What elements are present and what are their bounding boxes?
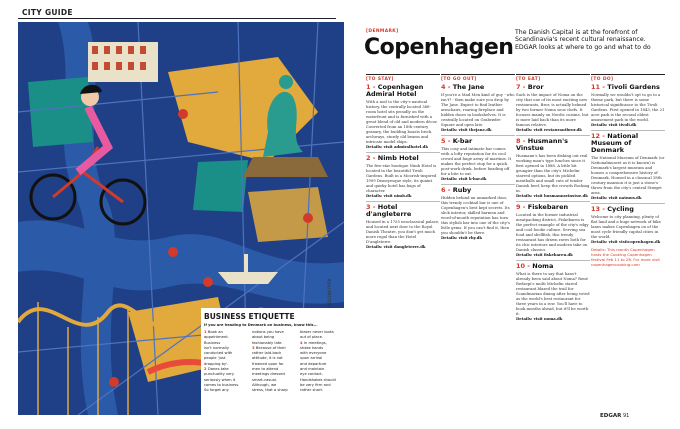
listing-divider <box>591 130 665 131</box>
listing-name: Bror <box>527 83 544 91</box>
listing-title <box>441 84 515 91</box>
listing-name: Noma <box>532 262 554 270</box>
listing-body: Welcome to city planning, plenty of flat land and a huge network of bike lanes makes Copenhagen on of the most cycle friendly capital cities in the world. <box>591 214 661 239</box>
column-to-do <box>591 74 665 267</box>
etiquette-line: 1 Book an <box>204 330 223 334</box>
listing-details: Details: visit visitcopenhagen.dk <box>591 239 661 244</box>
listing-entry <box>516 260 590 321</box>
etiquette-line: conducted with <box>204 351 233 356</box>
listing-body: Such is the impact of Noma on the city that one of its most exciting new restaurants, Bror, is actually helmed by two former Noma sous chefs. It focuses mainly on Nordic cuisine, but is more laid back than its more famous relative. <box>516 92 589 127</box>
etiquette-line: appointment. <box>204 335 229 340</box>
listing-entry <box>591 84 665 127</box>
etiquette-line: with everyone <box>300 351 327 356</box>
listing-name: The Jane <box>452 83 485 91</box>
etiquette-line: be very firm and <box>300 382 331 387</box>
listing-divider <box>366 152 440 153</box>
listing-body: Hidden behind an unmarked door, this trendy cocktail bar is one of Copenhagen's best kept secrets. Its slick interior, skilled barmen and word-of-mouth reputation has turn this stylish bar into one of the city's little gems. If you can't find it, then you shouldn't be there. <box>441 195 510 235</box>
listing-entry <box>516 84 590 132</box>
etiquette-column-2 <box>252 330 296 394</box>
column-rule <box>591 74 665 75</box>
listing-number: 12 - <box>591 132 608 140</box>
etiquette-line: fashionably late. <box>252 340 283 345</box>
listing-details: Details: visit nimb.dk <box>366 193 412 198</box>
article-standfirst: The Danish Capital is at the forefront of Scandinavia's recent cultural renaissance. EDGAR looks at where to go and what to do <box>515 29 651 51</box>
etiquette-line: isn't normally <box>204 345 230 350</box>
listing-number: 6 - <box>441 186 453 194</box>
listing-divider <box>441 135 515 136</box>
listing-title <box>591 84 665 91</box>
footer-brand: EDGAR <box>600 413 622 419</box>
listing-title <box>366 204 440 218</box>
listing-details: Details: visit k-bar.dk <box>441 176 487 181</box>
listing-title <box>366 155 440 162</box>
column-rule <box>366 74 440 75</box>
listing-name: Cycling <box>607 205 634 213</box>
etiquette-line: meetings dressed <box>252 372 285 377</box>
etiquette-line: Handshakes should <box>300 377 336 382</box>
listing-entry <box>516 135 590 198</box>
etiquette-line: shake hands <box>300 345 324 350</box>
etiquette-line: notions you have <box>252 330 284 334</box>
listing-name: Fiskebaren <box>527 203 569 211</box>
column-label: [TO EAT] <box>516 77 541 82</box>
listing-details: Details: visit thejane.dk <box>441 127 492 132</box>
listing-title <box>441 187 515 194</box>
etiquette-line: and maintain <box>300 367 325 372</box>
listing-title <box>441 138 515 145</box>
listing-number: 3 - <box>366 203 378 211</box>
etiquette-line: comes to business. <box>204 382 240 387</box>
etiquette-column-1 <box>204 330 248 394</box>
etiquette-line: So forget any <box>204 388 229 393</box>
listing-number: 1 - <box>366 83 378 91</box>
listing-body: Husmann's has been dishing out real working man's type lunches since it first opened in 1888. A little bit grungier than the city's Michelin-starred options, but its pickled meatballs and small cuts of tender Danish beef, keep the crowds flocking in. <box>516 153 590 193</box>
etiquette-line: eye contact. <box>300 372 323 377</box>
listing-title <box>591 133 665 154</box>
listing-entry <box>441 135 515 181</box>
etiquette-line: and departure <box>300 361 327 366</box>
listing-number: 9 - <box>516 203 528 211</box>
business-etiquette-box <box>201 308 349 420</box>
etiquette-line: blazer never looks <box>300 330 334 334</box>
listing-divider <box>441 184 515 185</box>
listing-divider <box>366 201 440 202</box>
listing-entry <box>441 84 515 132</box>
listing-title <box>366 84 440 98</box>
etiquette-line: rather short. <box>300 388 324 393</box>
listing-details: Details: visit restaurantbror.dk <box>516 127 582 132</box>
listing-details: Details: visit tivoli.dk <box>591 122 637 127</box>
listing-name: Hotel d'angleterre <box>366 203 412 218</box>
etiquette-intro: If you are heading to Denmark on business, know this... <box>204 323 318 327</box>
listing-details: Details: visit noma.dk <box>516 316 563 321</box>
listing-name: Nimb Hotel <box>377 154 419 162</box>
listing-body: If you're a Mad Men kind of guy - who isn't? - then make sure you drop by The Jane. Expect to find leather armchairs, roaring fireplace and hidden doors in bookshelves. It is centrally located on Grabrødre Square and open late. <box>441 92 515 127</box>
listing-body: The five-star boutique Nimb Hotel is located in the beautiful Tivoli Gardens. Built in a Moorish-inspired 1909 Disneyesque style, its quaint and quirky hotel has bags of character. <box>366 163 437 193</box>
listing-number: 13 - <box>591 205 608 213</box>
column-label: [TO STAY] <box>366 77 394 82</box>
listing-body: With a nod to the city's nautical history, the centrally located 366-room hotel sits proudly on the waterfront and is furnished with a great blend of old and modern décor. Converted from an 18th-century granary, the building boasts brick archways, sturdy old beams and intricate model ships. <box>366 99 438 144</box>
listing-body: The National Museum of Denmark (or Nationalmuseet as it is known) is Denmark's largest museum and houses a comprehensive history of Denmark. Housed in a classical 18th century mansion it is just a stone's throw from the city's central Strøget area. <box>591 155 665 195</box>
article-title: Copenhagen <box>364 35 514 60</box>
listing-details: Details: visit rby.dk <box>441 235 483 240</box>
etiquette-column-3 <box>300 330 344 394</box>
section-label: CITY GUIDE <box>22 8 73 17</box>
article-kicker: [DENMARK] <box>366 29 399 34</box>
etiquette-line: smart-casual. <box>252 377 278 382</box>
listing-entry <box>366 201 440 249</box>
listing-details: Details: visit husmannsvinstue.dk <box>516 193 588 198</box>
listing-name: K-bar <box>452 137 473 145</box>
listing-number: 8 - <box>516 137 528 145</box>
listing-body: This cosy and intimate bar comes with a lofty reputation for its cool crowd and huge array of martinis. It makes the perfect stop for a quick post-work drink, before heading off for a bite to eat. <box>441 146 512 176</box>
listing-title <box>591 206 665 213</box>
listing-details: Details: visit admiralhotel.dk <box>366 144 428 149</box>
listing-details: Details: visit dangleterre.dk <box>366 244 426 249</box>
column-to-go-out <box>441 74 515 242</box>
page-number: 91 <box>622 413 630 419</box>
listing-name: National Museum of Denmark <box>591 132 639 154</box>
header-rule <box>18 18 336 19</box>
column-to-eat <box>516 74 590 323</box>
column-to-stay <box>366 74 440 251</box>
etiquette-line: Although, we <box>252 382 277 387</box>
listing-body: Located in the former industrial meatpacking district, Fiskebaren is the perfect example of the city's edgy and cool foodie culture. Serving sea food and shellfish, this trendy restaurant has drawn raves both for its chic interiors and modern take on Danish classics. <box>516 212 589 252</box>
listing-title <box>516 138 590 152</box>
listing-entry <box>366 84 440 149</box>
event-note: Details: This month Copenhagen hosts the Cooking Copenhagen festival Feb 11 to 28. For more visit copenhagencooking.com <box>591 247 660 267</box>
etiquette-title: BUSINESS ETIQUETTE <box>204 312 295 321</box>
listing-number: 7 - <box>516 83 528 91</box>
listing-body: Normally we wouldn't opt to go to a theme park, but there is some historical significance to the Tivoli Gardens. First opened in 1843, the 21 acre park is the second oldest amusement park in the world. <box>591 92 665 122</box>
listing-title <box>516 263 590 270</box>
listing-divider <box>516 260 590 261</box>
listing-body: Housed in a 1755 neoclassical palace, and located next door to the Royal Danish Theatre, you don't get much more regal than the Hotel D'angleterre. <box>366 219 440 244</box>
listing-entry <box>441 184 515 240</box>
listing-divider <box>516 201 590 202</box>
etiquette-line: out of place. <box>300 335 324 340</box>
etiquette-line: about being <box>252 335 275 340</box>
etiquette-line: frowned upon for <box>252 361 284 366</box>
listing-divider <box>516 135 590 136</box>
listing-number: 5 - <box>441 137 453 145</box>
listing-name: Ruby <box>452 186 472 194</box>
listing-entry <box>516 201 590 257</box>
etiquette-line: stress, that a sharp <box>252 388 288 393</box>
etiquette-line: dropping by'. <box>204 361 229 366</box>
column-label: [TO DO] <box>591 77 614 82</box>
column-label: [TO GO OUT] <box>441 77 477 82</box>
etiquette-line: attitude, it is not <box>252 356 283 361</box>
listing-name: Tivoli Gardens <box>607 83 660 91</box>
listing-entry <box>591 203 665 244</box>
listing-number: 10 - <box>516 262 533 270</box>
etiquette-line: 3 Because of their <box>252 345 286 350</box>
listing-details: Details: visit fiskebaren.dk <box>516 252 573 257</box>
listing-title <box>516 204 590 211</box>
etiquette-line: punctuality very <box>204 372 235 377</box>
listing-number: 11 - <box>591 83 608 91</box>
listing-name: Copenhagen Admiral Hotel <box>366 83 424 98</box>
listing-divider <box>591 203 665 204</box>
listing-details: Details: visit natmus.dk <box>591 195 642 200</box>
listing-name: Husmann's Vinstue <box>516 137 568 152</box>
listing-body: What is there to say that hasn't already been said about Noma? René Redzepi's multi Michelin stared restaurant blazed the trail for Scandinavian dining after being voted as the world's best restaurant for three years in a row. You'll have to book months ahead, but it'll be worth it. <box>516 271 590 316</box>
etiquette-line: people 'just <box>204 356 226 361</box>
etiquette-line: men to attend <box>252 367 279 372</box>
listing-entry <box>591 130 665 200</box>
etiquette-line: 2 Danes take <box>204 367 229 372</box>
etiquette-line: 4 In meetings, <box>300 340 327 345</box>
page-footer <box>600 413 629 419</box>
listing-number: 4 - <box>441 83 453 91</box>
column-rule <box>441 74 515 75</box>
column-rule <box>516 74 590 75</box>
listing-number: 2 - <box>366 154 378 162</box>
listing-title <box>516 84 590 91</box>
listing-entry <box>366 152 440 198</box>
etiquette-line: rather laid-back <box>252 351 282 356</box>
etiquette-line: Business <box>204 340 221 345</box>
etiquette-line: upon arrival <box>300 356 323 361</box>
etiquette-line: seriously when it <box>204 377 236 382</box>
